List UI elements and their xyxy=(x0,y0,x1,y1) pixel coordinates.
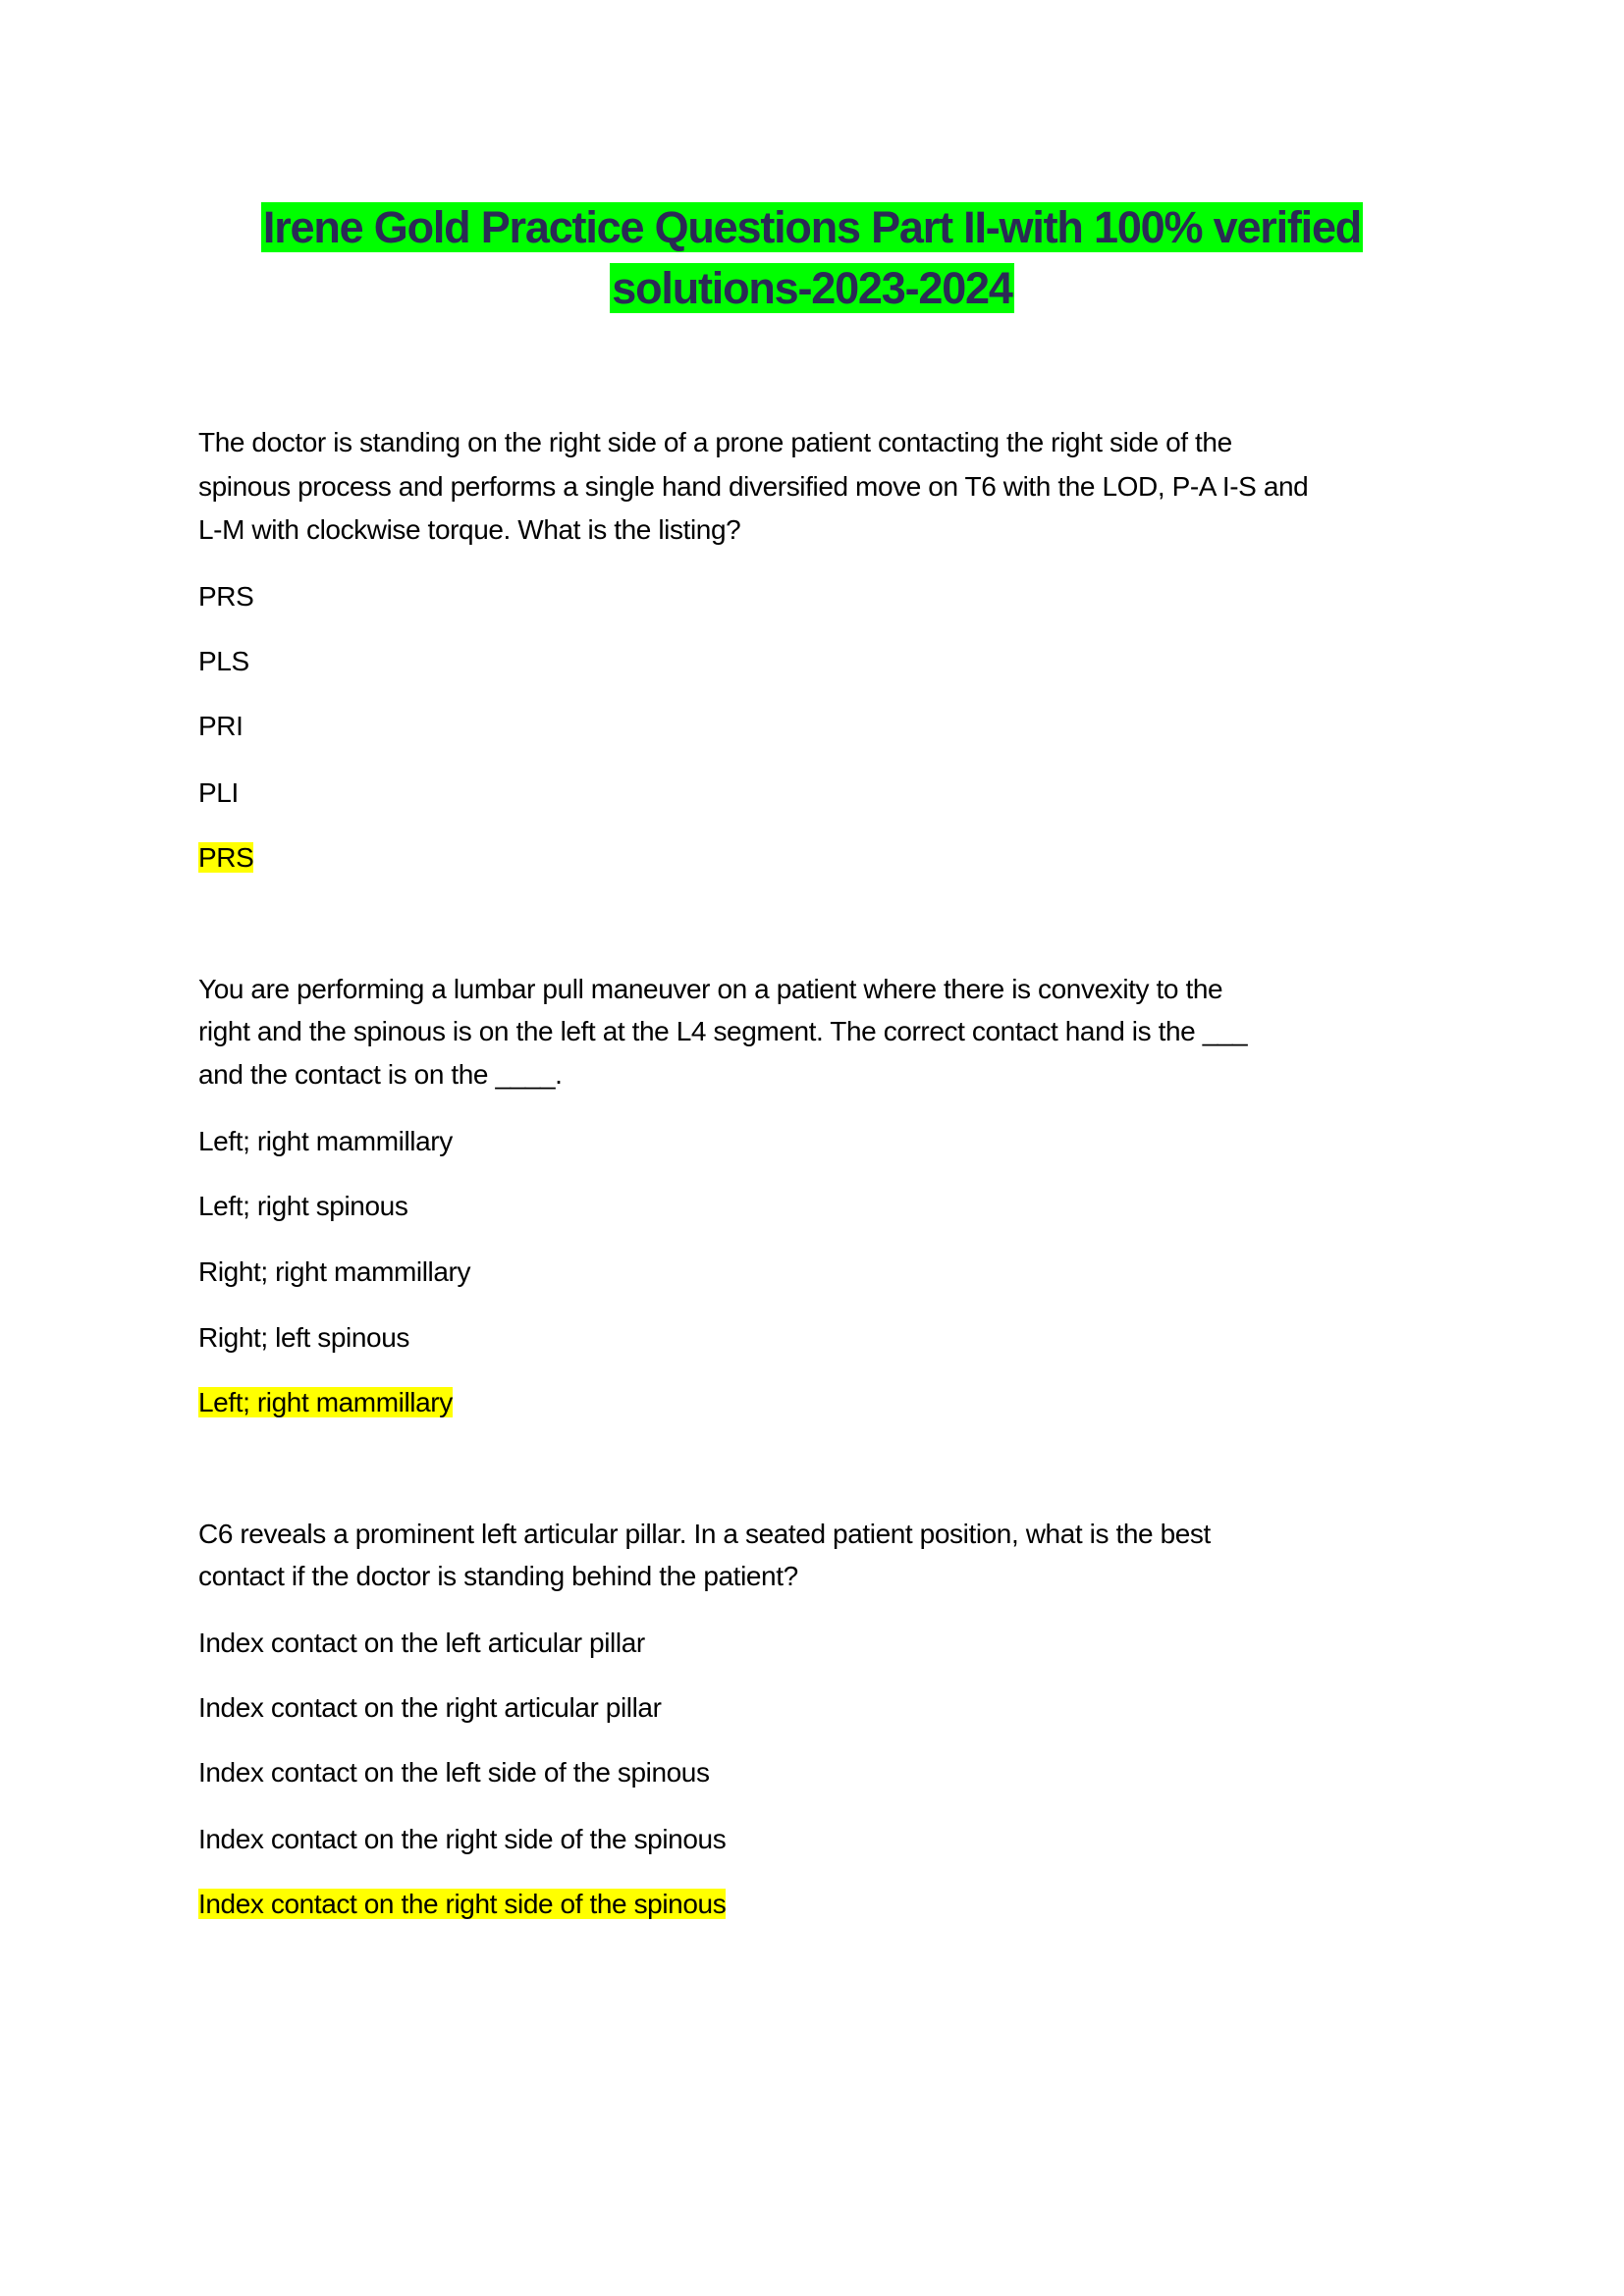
question-1-option: PLS xyxy=(198,646,249,676)
question-1-text: The doctor is standing on the right side of a prone patient contacting the right side of the xyxy=(198,427,1232,457)
title-line-2: solutions-2023-2024 xyxy=(612,263,1012,313)
document-title xyxy=(0,197,1624,319)
question-1-option: PRI xyxy=(198,711,244,741)
question-1-answer: PRS xyxy=(198,842,254,873)
question-3-text: contact if the doctor is standing behind the patient? xyxy=(198,1561,798,1591)
question-2-text: right and the spinous is on the left at the L4 segment. The correct contact hand is the ___ xyxy=(198,1016,1248,1046)
question-2-option: Right; right mammillary xyxy=(198,1256,471,1287)
question-2-option: Left; right mammillary xyxy=(198,1126,453,1156)
question-2-text: You are performing a lumbar pull maneuver on a patient where there is convexity to the xyxy=(198,974,1223,1004)
question-3-answer: Index contact on the right side of the spinous xyxy=(198,1889,727,1919)
title-line-1: Irene Gold Practice Questions Part II-with 100% verified xyxy=(262,202,1362,252)
question-3-option: Index contact on the right articular pillar xyxy=(198,1692,662,1723)
question-2-text: and the contact is on the ____. xyxy=(198,1059,563,1090)
question-3-option: Index contact on the left articular pillar xyxy=(198,1628,645,1658)
question-2-option: Left; right spinous xyxy=(198,1191,408,1221)
question-1-text: spinous process and performs a single hand diversified move on T6 with the LOD, P-A I-S and xyxy=(198,471,1309,502)
question-1-option: PRS xyxy=(198,581,254,612)
question-1-option: PLI xyxy=(198,777,239,808)
question-2-answer: Left; right mammillary xyxy=(198,1387,453,1417)
question-3-text: C6 reveals a prominent left articular pillar. In a seated patient position, what is the best xyxy=(198,1519,1211,1549)
question-3-answer-row xyxy=(198,1883,726,1926)
question-1-text: L-M with clockwise torque. What is the listing? xyxy=(198,514,741,545)
question-2-option: Right; left spinous xyxy=(198,1322,409,1353)
question-3-option: Index contact on the right side of the spinous xyxy=(198,1824,727,1854)
question-2-answer-row xyxy=(198,1381,453,1424)
question-1-answer-row xyxy=(198,836,253,880)
question-3-option: Index contact on the left side of the spinous xyxy=(198,1757,710,1788)
